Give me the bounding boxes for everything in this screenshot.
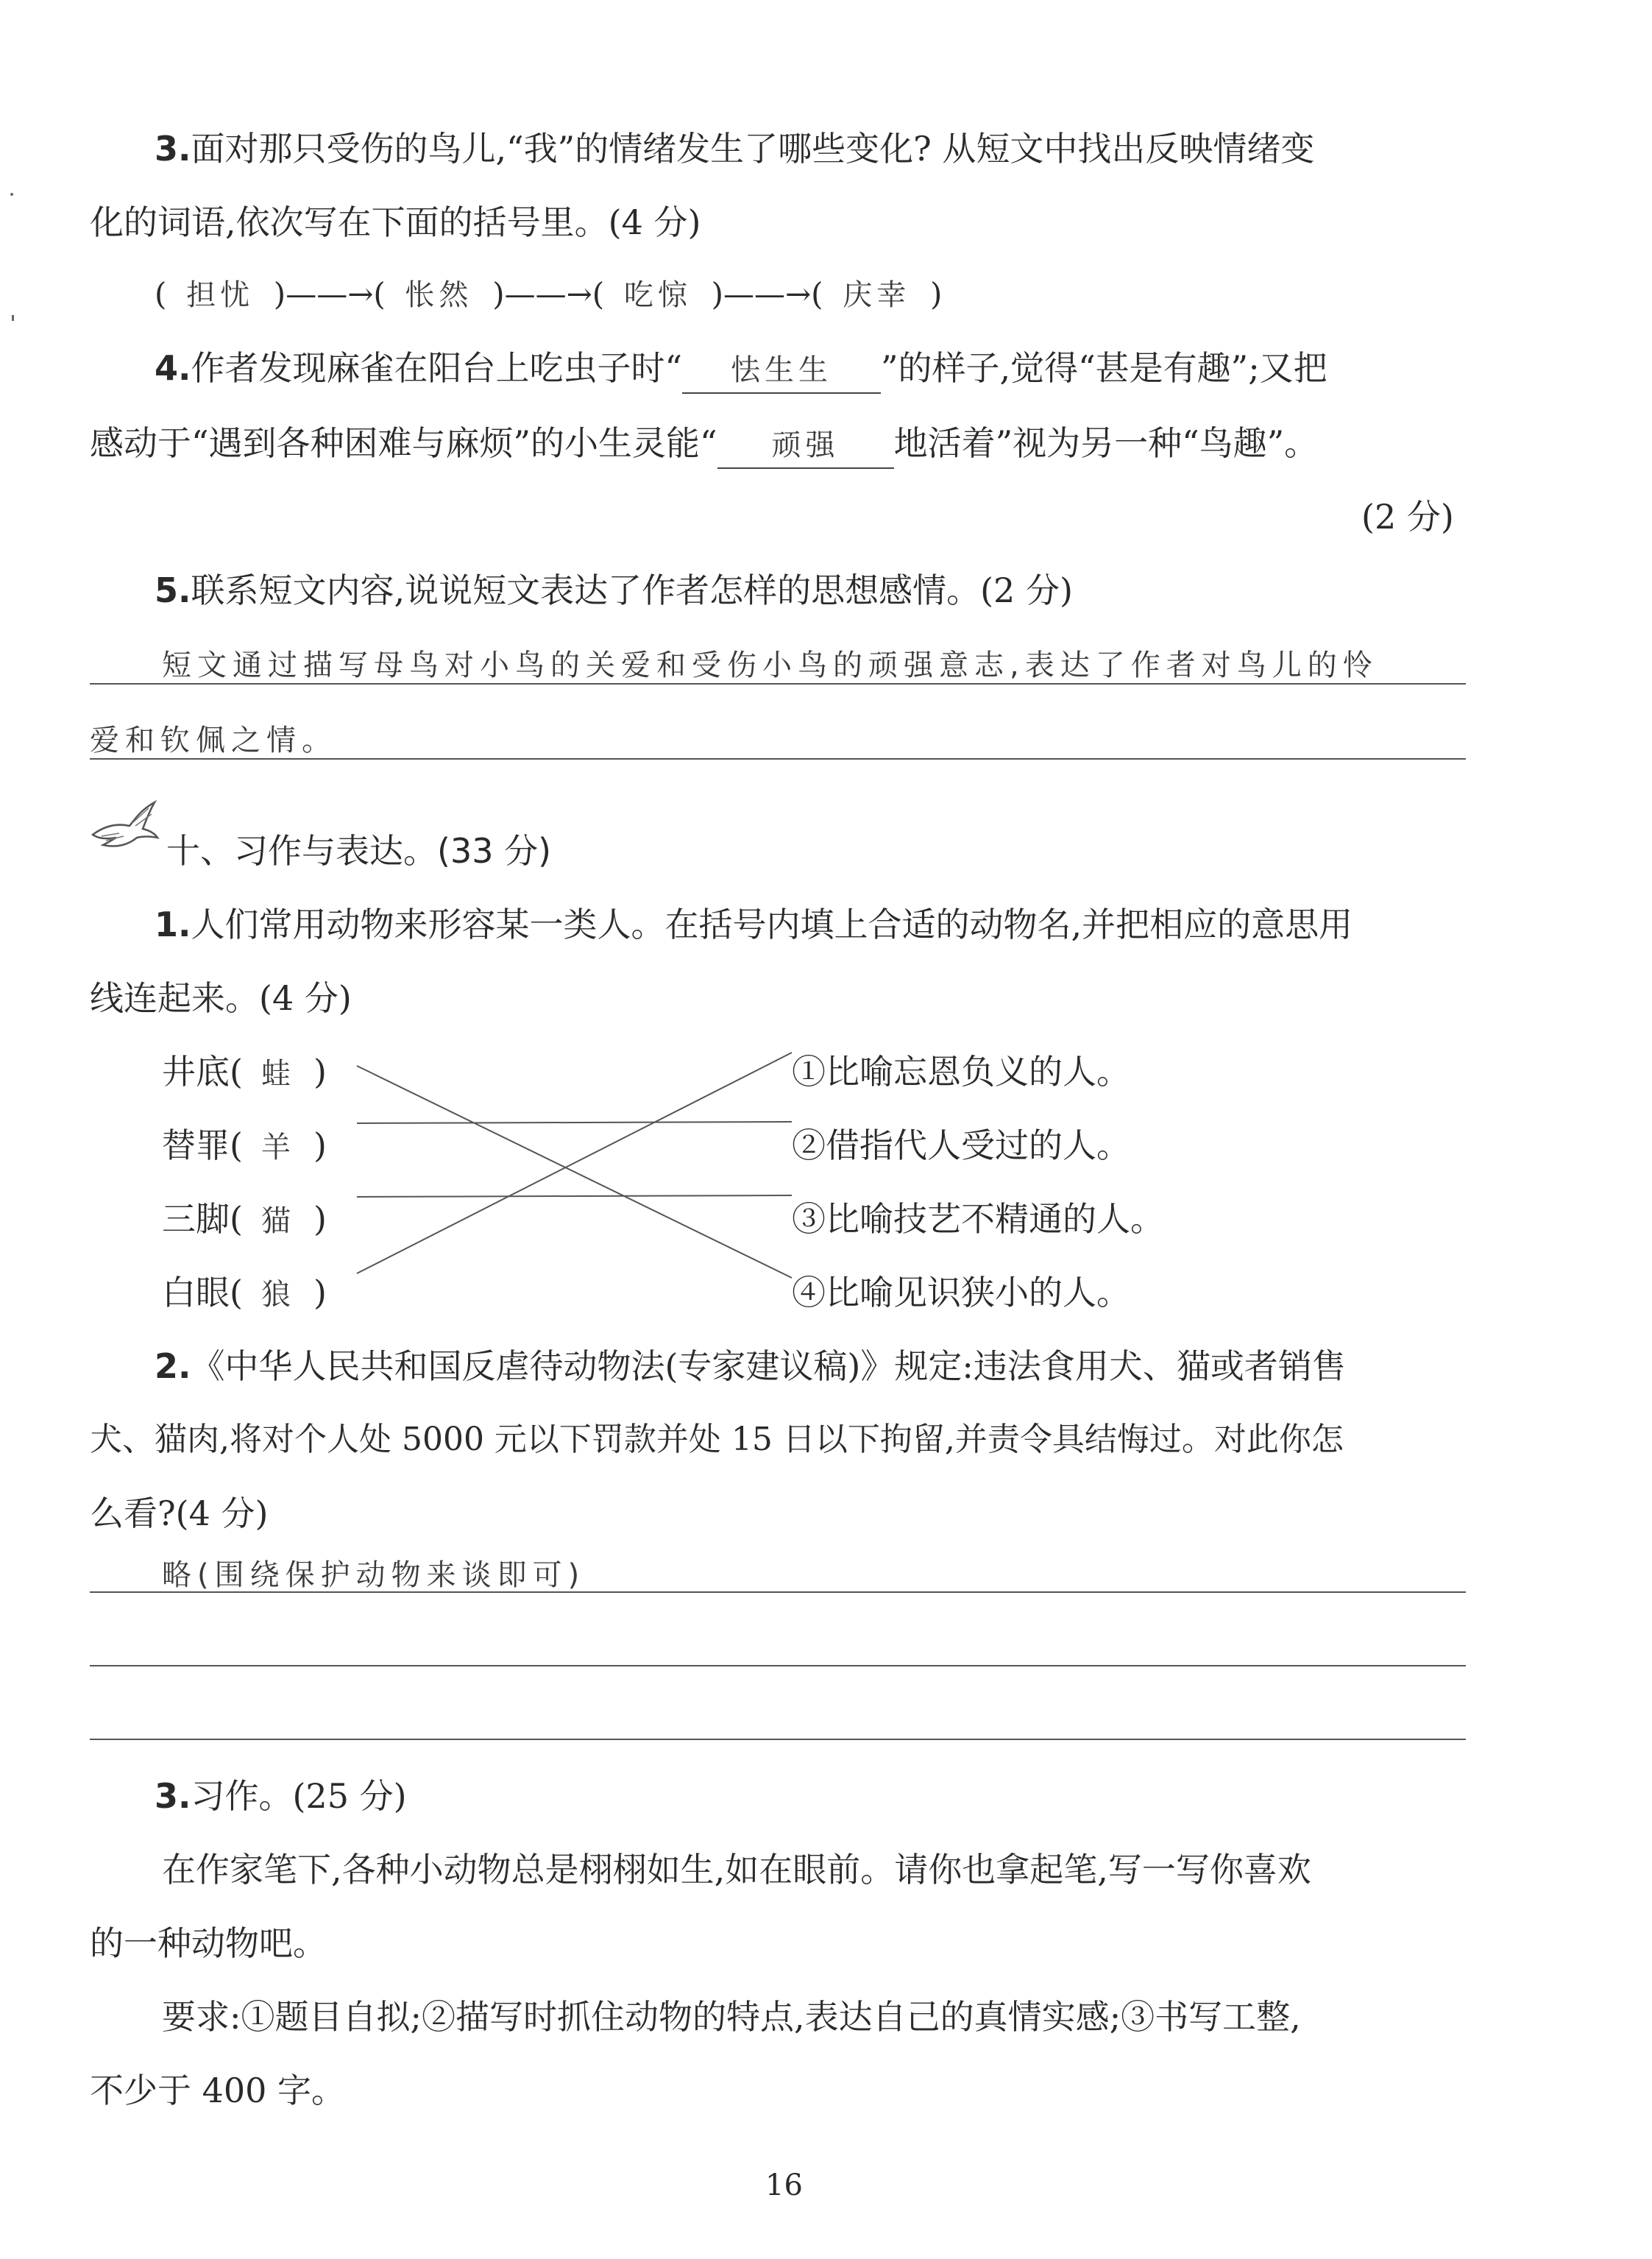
- s10q3-title-line: 3.习作。(25 分): [155, 1776, 407, 1816]
- s10q2-number: 2.: [155, 1346, 191, 1386]
- q5-answer-line2: 爱和钦佩之情。: [90, 724, 337, 757]
- match-line-3: [357, 1195, 792, 1197]
- s10q3-requirement-line1: 要求:①题目自拟;②描写时抓住动物的特点,表达自己的真情实感;③书写工整,: [162, 1997, 1301, 2037]
- s10q2-line3: 么看?(4 分): [90, 1493, 269, 1533]
- s10q2-line2: 犬、猫肉,将对个人处 5000 元以下罚款并处 15 日以下拘留,并责令具结悔过。对此你怎: [90, 1421, 1344, 1458]
- section-10-title: 十、习作与表达。(33 分): [166, 831, 552, 871]
- match-right-3[interactable]: ③比喻技艺不精通的人。: [792, 1199, 1164, 1239]
- margin-speck: [10, 193, 13, 196]
- s10q1-line1: 1.人们常用动物来形容某一类人。在括号内填上合适的动物名,并把相应的意思用: [155, 905, 1353, 944]
- q4-line2: 感动于“遇到各种困难与麻烦”的小生灵能“ 顽强 地活着”视为另一种“鸟趣”。: [90, 421, 1318, 469]
- answer-rule[interactable]: [90, 1591, 1466, 1593]
- answer-rule[interactable]: [90, 758, 1466, 760]
- margin-speck: [12, 315, 14, 321]
- q4-line1: 4.作者发现麻雀在阳台上吃虫子时“ 怯生生 ”的样子,觉得“甚是有趣”;又把: [155, 346, 1327, 394]
- answer-rule[interactable]: [90, 1739, 1466, 1740]
- match-left-4[interactable]: 白眼( 狼 ): [162, 1270, 327, 1317]
- q3-line1: [155, 127, 1314, 171]
- q3-answer-3: 吃惊: [623, 278, 692, 312]
- s10q3-line1: 在作家笔下,各种小动物总是栩栩如生,如在眼前。请你也拿起笔,写一写你喜欢: [162, 1850, 1311, 1889]
- s10q3-line2: 的一种动物吧。: [90, 1923, 327, 1963]
- q5-number: 5.: [155, 570, 191, 610]
- arrow-icon: ——→: [286, 276, 374, 312]
- s10q1-line2: 线连起来。(4 分): [90, 978, 352, 1018]
- bird-icon: [87, 796, 160, 855]
- animal-answer: 狼: [260, 1278, 295, 1312]
- q3-answer-2: 怅然: [405, 278, 473, 312]
- q4-blank-2[interactable]: 顽强: [717, 423, 894, 469]
- q4-score: (2 分): [1361, 497, 1454, 537]
- answer-rule[interactable]: [90, 1665, 1466, 1666]
- q3-number: 3.: [155, 129, 191, 169]
- q5-answer-line1: 短文通过描写母鸟对小鸟的关爱和受伤小鸟的顽强意志,表达了作者对鸟儿的怜: [162, 648, 1378, 682]
- q4-number: 4.: [155, 348, 191, 388]
- match-line-2: [357, 1122, 792, 1123]
- q5-line: 5.联系短文内容,说说短文表达了作者怎样的思想感情。(2 分): [155, 570, 1073, 610]
- s10q2-answer: 略(围绕保护动物来谈即可): [162, 1558, 586, 1592]
- match-left-1[interactable]: 井底( 蛙 ): [162, 1050, 327, 1096]
- q3-answer-4: 庆幸: [843, 278, 911, 312]
- q3-answer-1: 担忧: [186, 278, 255, 312]
- s10q3-number: 3.: [155, 1776, 191, 1816]
- match-left-3[interactable]: 三脚( 猫 ): [162, 1197, 327, 1243]
- animal-answer: 猫: [260, 1204, 295, 1238]
- q3-answer-chain: ( 担忧 )——→( 怅然 )——→( 吃惊 )——→( 庆幸 ): [155, 276, 943, 312]
- arrow-icon: ——→: [723, 276, 812, 312]
- animal-answer: 蛙: [260, 1057, 295, 1091]
- s10q1-number: 1.: [155, 905, 191, 944]
- page-number: 16: [765, 2168, 803, 2202]
- match-right-1[interactable]: ①比喻忘恩负义的人。: [792, 1052, 1130, 1092]
- q3-text-line1: 面对那只受伤的鸟儿,“我”的情绪发生了哪些变化? 从短文中找出反映情绪变: [191, 129, 1315, 169]
- q3-line2: 化的词语,依次写在下面的括号里。(4 分): [90, 202, 701, 242]
- answer-rule[interactable]: [90, 683, 1466, 685]
- match-left-2[interactable]: 替罪( 羊 ): [162, 1123, 327, 1170]
- match-line-4: [357, 1053, 792, 1273]
- s10q3-requirement-line2: 不少于 400 字。: [90, 2071, 346, 2110]
- animal-answer: 羊: [260, 1131, 295, 1164]
- match-line-1: [357, 1066, 792, 1278]
- match-right-4[interactable]: ④比喻见识狭小的人。: [792, 1273, 1130, 1312]
- s10q2-line1: 2.《中华人民共和国反虐待动物法(专家建议稿)》规定:违法食用犬、猫或者销售: [155, 1346, 1346, 1386]
- match-right-2[interactable]: ②借指代人受过的人。: [792, 1125, 1130, 1165]
- q4-blank-1[interactable]: 怯生生: [682, 348, 881, 394]
- arrow-icon: ——→: [504, 276, 592, 312]
